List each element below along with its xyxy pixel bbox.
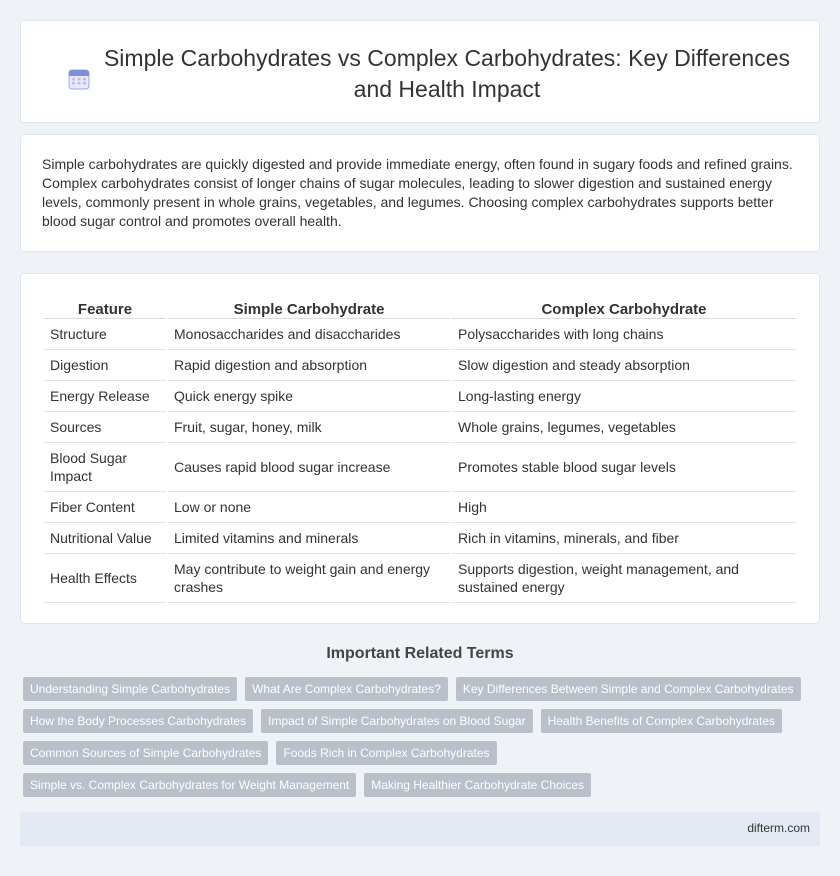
related-term-link[interactable]: Key Differences Between Simple and Complex Carbohydrates [456, 677, 801, 701]
table-row [44, 350, 796, 381]
table-header-row [44, 296, 796, 319]
simple-cell: Limited vitamins and minerals [168, 523, 450, 554]
table-row [44, 319, 796, 350]
feature-cell: Blood Sugar Impact [44, 443, 166, 492]
intro-card [20, 134, 820, 252]
table-row [44, 443, 796, 492]
related-term-link[interactable]: Health Benefits of Complex Carbohydrates [541, 709, 782, 733]
complex-cell: Supports digestion, weight management, and sustained energy [452, 554, 796, 603]
related-term-link[interactable]: Understanding Simple Carbohydrates [23, 677, 237, 701]
related-terms-heading: Important Related Terms [326, 645, 514, 662]
feature-cell: Fiber Content [44, 492, 166, 523]
feature-cell: Energy Release [44, 381, 166, 412]
complex-cell: Long-lasting energy [452, 381, 796, 412]
header-complex: Complex Carbohydrate [452, 296, 796, 319]
related-term-link[interactable]: Simple vs. Complex Carbohydrates for Weight Management [23, 773, 356, 797]
simple-cell: Rapid digestion and absorption [168, 350, 450, 381]
simple-cell: Low or none [168, 492, 450, 523]
title-card [20, 20, 820, 123]
intro-paragraph: Simple carbohydrates are quickly digested and provide immediate energy, often found in sugary foods and refined grains. Complex carbohydrates consist of longer chains of sugar molecules, leading to slower digestion and sustained energy levels, commonly present in whole grains, vegetables, and legumes. Choosing complex carbohydrates supports better blood sugar control and promotes overall health. [42, 156, 793, 229]
calendar-icon [67, 67, 91, 91]
feature-cell: Digestion [44, 350, 166, 381]
related-terms-list [23, 677, 823, 805]
page-title: Simple Carbohydrates vs Complex Carbohydrates: Key Differences and Health Impact [103, 45, 791, 102]
complex-cell: High [452, 492, 796, 523]
feature-cell: Sources [44, 412, 166, 443]
complex-cell: Whole grains, legumes, vegetables [452, 412, 796, 443]
simple-cell: Fruit, sugar, honey, milk [168, 412, 450, 443]
related-term-link[interactable]: Impact of Simple Carbohydrates on Blood Sugar [261, 709, 532, 733]
header-simple: Simple Carbohydrate [168, 296, 450, 319]
complex-cell: Rich in vitamins, minerals, and fiber [452, 523, 796, 554]
table-row [44, 381, 796, 412]
comparison-table [42, 296, 798, 603]
feature-cell: Structure [44, 319, 166, 350]
complex-cell: Slow digestion and steady absorption [452, 350, 796, 381]
simple-cell: Quick energy spike [168, 381, 450, 412]
related-term-link[interactable]: How the Body Processes Carbohydrates [23, 709, 253, 733]
feature-cell: Nutritional Value [44, 523, 166, 554]
tag-row [23, 741, 823, 765]
table-row [44, 412, 796, 443]
tag-row [23, 773, 823, 797]
related-term-link[interactable]: Common Sources of Simple Carbohydrates [23, 741, 268, 765]
table-row [44, 523, 796, 554]
tag-row [23, 709, 823, 733]
footer [20, 812, 820, 846]
related-term-link[interactable]: What Are Complex Carbohydrates? [245, 677, 448, 701]
related-term-link[interactable]: Making Healthier Carbohydrate Choices [364, 773, 591, 797]
header-feature: Feature [44, 296, 166, 319]
simple-cell: Monosaccharides and disaccharides [168, 319, 450, 350]
tag-row [23, 677, 823, 701]
simple-cell: Causes rapid blood sugar increase [168, 443, 450, 492]
table-row [44, 554, 796, 603]
complex-cell: Polysaccharides with long chains [452, 319, 796, 350]
simple-cell: May contribute to weight gain and energy crashes [168, 554, 450, 603]
table-row [44, 492, 796, 523]
complex-cell: Promotes stable blood sugar levels [452, 443, 796, 492]
comparison-card [20, 273, 820, 624]
feature-cell: Health Effects [44, 554, 166, 603]
related-term-link[interactable]: Foods Rich in Complex Carbohydrates [276, 741, 496, 765]
footer-site[interactable]: difterm.com [747, 821, 810, 835]
